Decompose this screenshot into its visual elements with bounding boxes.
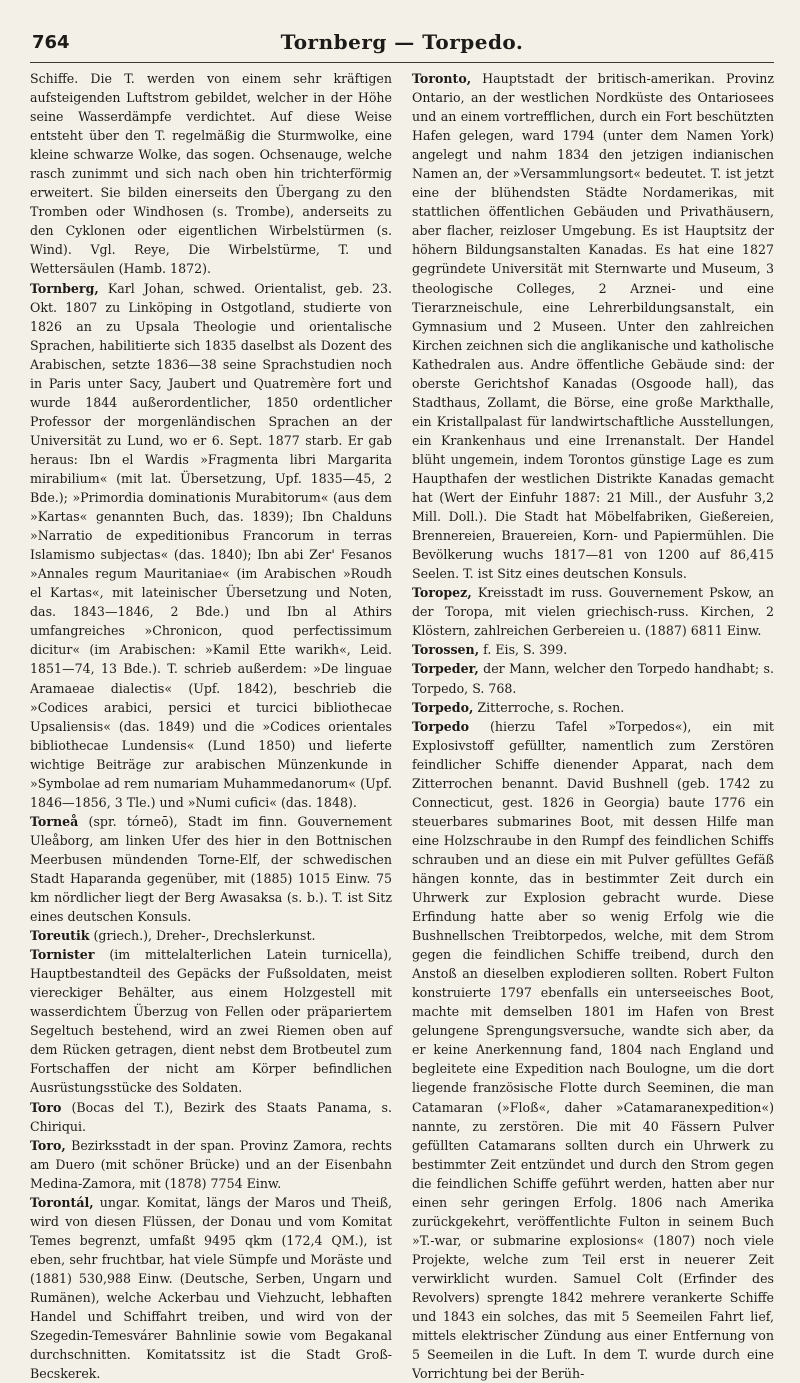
entry-text: Kreisstadt im russ. Gouvernement Pskow, an der Toropa, mit vielen griechisch-russ. Kirchen, 2 Klöstern, zahlreichen Gerbereien u. (1887) 6811 Einw. [412, 585, 774, 639]
entry-text: Schiffe. Die T. werden von einem sehr kräftigen aufsteigenden Luftstrom gebildet, welcher in der Höhe seine Wasserdämpfe verdichtet. Auf diese Weise entsteht über den T. regelmäßig die Sturmwolke, eine kleine schwarze Wolke, das sogen. Ochsenauge, welche rasch zunimmt und sich nach oben hin trichterförmig erweitert. Sie bilden einerseits den Übergang zu den Tromben oder Windhosen (s. Trombe), anderseits zu den Cyklonen oder eigentlichen Wirbelstürmen (s. Wind). Vgl. Reye, Die Wirbelstürme, T. und Wettersäulen (Hamb. 1872). [30, 71, 392, 277]
entry-headword: Torontál, [30, 1194, 94, 1210]
entry-headword: Torpedo [412, 718, 469, 734]
entry-text: (hierzu Tafel »Torpedos«), ein mit Explosivstoff gefüllter, namentlich zum Zerstören feindlicher Schiffe dienender Apparat, nach dem Zitterrochen benannt. David Bushnell (geb. 1742 zu Connecticut, gest. 1826 in Georgia) baute 1776 ein steuerbares submarines Boot, mit dessen Hilfe man eine Holzschraube in den Rumpf des feindlichen Schiffs schrauben und an diese ein mit Pulver gefülltes Gefäß hängen konnte, das in bestimmter Zeit durch ein Uhrwerk zur Explosion gebracht wurde. Diese Erfindung hatte aber so wenig Erfolg wie die Bushnellschen Treibtorpedos, welche, mit dem Strom gegen die feindlichen Schiffe treibend, durch den Anstoß an dieselben explodieren sollten. Robert Fulton konstruierte 1797 ebenfalls ein unterseeisches Boot, machte mit demselben 1801 im Hafen von Brest gelungene Sprengungsversuche, wandte sich aber, da er keine Anerkennung fand, 1804 nach England und begleitete eine Expedition nach Boulogne, um die dort liegende französische Flotte durch Seeminen, die man Catamaran (»Floß«, daher »Catamaranexpedition«) nannte, zu zerstören. Die mit 40 Fässern Pulver gefüllten Catamarans sollten durch ein Uhrwerk zu bestimmter Zeit entzündet und durch den Strom gegen die feindlichen Schiffe geführt werden, hatten aber nur einen sehr geringen Erfolg. 1806 nach Amerika zurückgekehrt, veröffentlichte Fulton in seinem Buch »T.-war, or submarine explosions« (1807) noch viele Projekte, welche zum Teil erst in neuerer Zeit verwirklicht wurden. Samuel Colt (Erfinder des Revolvers) sprengte 1842 mehrere verankerte Schiffe und 1843 ein solches, das mit 5 Seemeilen Fahrt lief, mittels elektrischer Zündung aus einer Entfernung von 5 Seemeilen in die Luft. In dem T. wurde durch eine Vorrichtung bei der Berüh- [412, 718, 774, 1382]
running-head: Tornberg — Torpedo. [280, 30, 524, 54]
entry-text: der Mann, welcher den Torpedo handhabt; s. Torpedo, S. 768. [412, 661, 774, 696]
dictionary-entry [412, 69, 774, 583]
entry-headword: Torneå [30, 813, 79, 829]
dictionary-entry [412, 640, 774, 659]
dictionary-entry [30, 69, 392, 279]
entry-headword: Torpedo, [412, 699, 474, 715]
entry-text: Hauptstadt der britisch-amerikan. Provinz Ontario, an der westlichen Nordküste des Ontariosees und an einem vortrefflichen, durch ein Fort beschützten Hafen gelegen, ward 1794 (unter dem Namen York) angelegt und nahm 1834 den jetzigen indianischen Namen an, der »Versammlungsort« bedeutet. T. ist jetzt eine der blühendsten Städte Nordamerikas, mit stattlichen öffentlichen Gebäuden und Privathäusern, aber flacher, reizloser Umgebung. Es ist Hauptsitz der höhern Bildungsanstalten Kanadas. Es hat eine 1827 gegründete Universität mit Sternwarte und Museum, 3 theologische Colleges, 2 Arznei- und eine Tierarzneischule, eine Lehrerbildungsanstalt, ein Gymnasium und 2 Museen. Unter den zahlreichen Kirchen zeichnen sich die anglikanische und katholische Kathedralen aus. Andre öffentliche Gebäude sind: der oberste Gerichtshof Kanadas (Osgoode hall), das Stadthaus, Zollamt, die Börse, eine große Markthalle, ein Kristallpalast für landwirtschaftliche Ausstellungen, ein Krankenhaus und eine Irrenanstalt. Der Handel blüht ungemein, indem Torontos günstige Lage es zum Haupthafen der westlichen Distrikte Kanadas gemacht hat (Wert der Einfuhr 1887: 21 Mill., der Ausfuhr 3,2 Mill. Doll.). Die Stadt hat Möbelfabriken, Gießereien, Brennereien, Brauereien, Korn- und Papiermühlen. Die Bevölkerung wuchs 1817—81 von 1200 auf 86,415 Seelen. T. ist Sitz eines deutschen Konsuls. [412, 71, 774, 582]
dictionary-entry [30, 1193, 392, 1383]
entry-headword: Toro, [30, 1137, 66, 1153]
text-columns [30, 69, 774, 1383]
dictionary-entry [30, 812, 392, 926]
page-header [30, 28, 774, 63]
dictionary-entry [412, 698, 774, 717]
entry-text: (Bocas del T.), Bezirk des Staats Panama, s. Chiriqui. [30, 1099, 392, 1134]
entry-headword: Torossen, [412, 642, 480, 658]
page-number: 764 [32, 32, 70, 53]
entry-headword: Toro [30, 1099, 62, 1115]
entry-text: (im mittelalterlichen Latein turnicella), Hauptbestandteil des Gepäcks der Fußsoldaten, meist viereckiger Behälter, aus einem Holzgestell mit wasserdichtem Überzug von Fellen oder präpariertem Segeltuch bestehend, wird an zwei Riemen oben auf dem Rücken getragen, dient nebst dem Brotbeutel zum Fortschaffen der nicht am Körper befindlichen Ausrüstungsstücke des Soldaten. [30, 947, 392, 1096]
entry-text: Karl Johan, schwed. Orientalist, geb. 23. Okt. 1807 zu Linköping in Ostgotland, studierte von 1826 an zu Upsala Theologie und orientalische Sprachen, habilitierte sich 1835 daselbst als Dozent des Arabischen, setzte 1836—38 seine Sprachstudien noch in Paris unter Sacy, Jaubert und Quatremère fort und wurde 1844 außerordentlicher, 1850 ordentlicher Professor der morgenländischen Sprachen an der Universität zu Lund, wo er 6. Sept. 1877 starb. Er gab heraus: Ibn el Wardis »Fragmenta libri Margarita mirabilium« (mit lat. Übersetzung, Upf. 1835—45, 2 Bde.); »Primordia dominationis Murabitorum« (aus dem »Kartas« genannten Buch, das. 1839); Ibn Chalduns »Narratio de expeditionibus Francorum in terras Islamismo subjectas« (das. 1840); Ibn abi Zer' Fesanos »Annales regum Mauritaniae« (im Arabischen »Roudh el Kartas«, mit lateinischer Übersetzung und Noten, das. 1843—1846, 2 Bde.) und Ibn al Athirs umfangreiches »Chronicon, quod perfectissimum dicitur« (im Arabischen: »Kamil Ette warikh«, Leid. 1851—74, 13 Bde.). T. schrieb außerdem: »De linguae Aramaeae dialectis« (Upf. 1842), beschrieb die »Codices arabici, persici et turcici bibliothecae Upsaliensis« (das. 1849) und die »Codices orientales bibliothecae Lundensis« (Lund 1850) und lieferte wichtige Beiträge zur arabischen Münzenkunde in »Symbolae ad rem numariam Muhammedanorum« (Upf. 1846—1856, 3 Tle.) und »Numi cufici« (das. 1848). [30, 280, 392, 810]
entry-text: (spr. tórneō), Stadt im finn. Gouvernement Uleåborg, am linken Ufer des hier in den Bottnischen Meerbusen mündenden Torne-Elf, der schwedischen Stadt Haparanda gegenüber, mit (1885) 1015 Einw. 75 km nördlicher liegt der Berg Awasaksa (s. b.). T. ist Sitz eines deutschen Konsuls. [30, 813, 392, 925]
entry-headword: Toronto, [412, 71, 472, 86]
dictionary-entry [412, 659, 774, 697]
right-column [412, 69, 774, 1383]
dictionary-entry [30, 945, 392, 1097]
entry-text: Zitterroche, s. Rochen. [477, 699, 625, 715]
entry-headword: Toropez, [412, 585, 472, 601]
entry-headword: Tornister [30, 947, 95, 963]
dictionary-entry [30, 926, 392, 945]
entry-headword: Toreutik [30, 928, 90, 944]
entry-headword: Tornberg, [30, 280, 99, 296]
dictionary-entry [412, 583, 774, 640]
entry-text: f. Eis, S. 399. [483, 642, 568, 658]
dictionary-entry [30, 279, 392, 812]
entry-text: (griech.), Dreher-, Drechslerkunst. [93, 928, 316, 944]
entry-headword: Torpeder, [412, 661, 479, 677]
dictionary-entry [30, 1098, 392, 1136]
entry-text: Bezirksstadt in der span. Provinz Zamora, rechts am Duero (mit schöner Brücke) und an der Eisenbahn Medina-Zamora, mit (1878) 7754 Einw. [30, 1137, 392, 1191]
entry-text: ungar. Komitat, längs der Maros und Theiß, wird von diesen Flüssen, der Donau und vom Komitat Temes begrenzt, umfaßt 9495 qkm (172,4 QM.), ist eben, sehr fruchtbar, hat viele Sümpfe und Moräste und (1881) 530,988 Einw. (Deutsche, Serben, Ungarn und Rumänen), welche Ackerbau und Viehzucht, lebhaften Handel und Schiffahrt treiben, und wird von der Szegedin-Temesvárer Bahnlinie sowie vom Begakanal durchschnitten. Komitatssitz ist die Stadt Groß-Becskerek. [30, 1194, 392, 1382]
dictionary-entry [412, 717, 774, 1383]
left-column [30, 69, 392, 1383]
dictionary-entry [30, 1136, 392, 1193]
